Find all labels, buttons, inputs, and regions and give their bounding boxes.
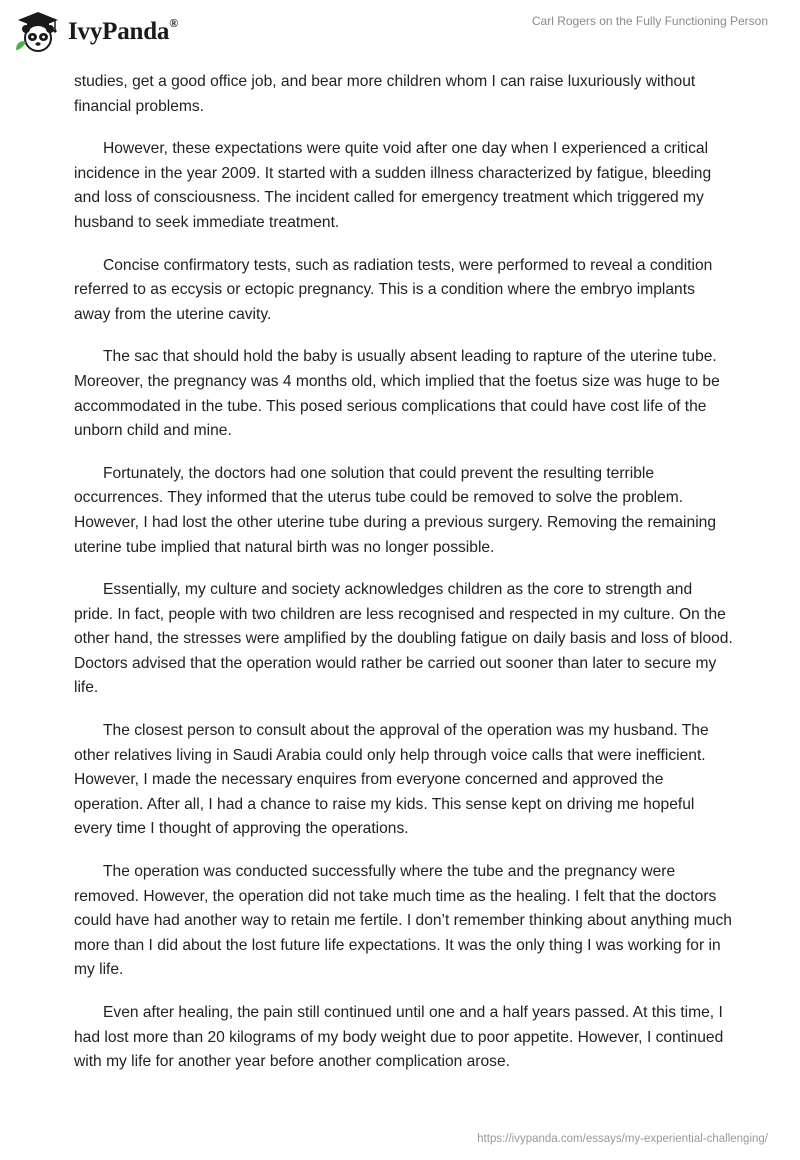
page-header bbox=[0, 0, 800, 70]
paragraph: The closest person to consult about the approval of the operation was my husband. The other relatives living in Saudi Arabia could only help through voice calls that were inefficient. However, I made the necessary enquires from everyone concerned and approved the operation. After all, I had a chance to raise my kids. This sense kept on driving me hopeful every time I thought of approving the operations. bbox=[74, 722, 709, 838]
panda-graduate-icon bbox=[14, 10, 62, 54]
source-url-link[interactable]: https://ivypanda.com/essays/my-experiential-challenging/ bbox=[477, 1133, 768, 1145]
paragraph: Even after healing, the pain still continued until one and a half years passed. At this time, I had lost more than 20 kilograms of my body weight due to poor appetite. However, I continued with my life for another year before another complication arose. bbox=[74, 1004, 724, 1071]
paragraph: Essentially, my culture and society acknowledges children as the core to strength and pride. In fact, people with two children are less recognised and respected in my culture. On the other hand, the stresses were amplified by the doubling fatigue on daily basis and loss of blood. Doctors advised that the operation would rather be carried out sooner than later to secure my life. bbox=[74, 581, 733, 697]
paragraph: studies, get a good office job, and bear more children whom I can raise luxuriously without financial problems. bbox=[74, 73, 696, 115]
paragraph: Concise confirmatory tests, such as radiation tests, were performed to reveal a condition referred to as eccysis or ectopic pregnancy. This is a condition where the embryo implants away from the uterine cavity. bbox=[74, 256, 713, 323]
paragraph: Fortunately, the doctors had one solution that could prevent the resulting terrible occurrences. They informed that the uterus tube could be removed to solve the problem. However, I had lost the other uterine tube during a previous surgery. Removing the remaining uterine tube implied that natural birth was no longer possible. bbox=[74, 464, 717, 556]
paragraph: The operation was conducted successfully where the tube and the pregnancy were removed. However, the operation did not take much time as the healing. I felt that the doctors could have had another way to retain me fertile. I don’t remember thinking about anything much more than I did about the lost future life expectations. It was the only thing I was working for in my life. bbox=[74, 863, 732, 979]
trademark-symbol: ® bbox=[169, 16, 178, 30]
paragraph: However, these expectations were quite void after one day when I experienced a critical incidence in the year 2009. It started with a sudden illness characterized by fatigue, bleeding and loss of consciousness. The incident called for emergency treatment which triggered my husband to seek immediate treatment. bbox=[74, 140, 712, 231]
paragraph: The sac that should hold the baby is usually absent leading to rapture of the uterine tube. Moreover, the pregnancy was 4 months old, which implied that the foetus size was huge to be accommodated in the tube. This posed serious complications that could have cost life of the unborn child and mine. bbox=[74, 348, 720, 440]
essay-body bbox=[74, 70, 734, 1093]
document-title: Carl Rogers on the Fully Functioning Person bbox=[531, 14, 768, 28]
brand-name: IvyPanda® bbox=[68, 16, 178, 45]
ivypanda-logo[interactable] bbox=[14, 10, 178, 54]
